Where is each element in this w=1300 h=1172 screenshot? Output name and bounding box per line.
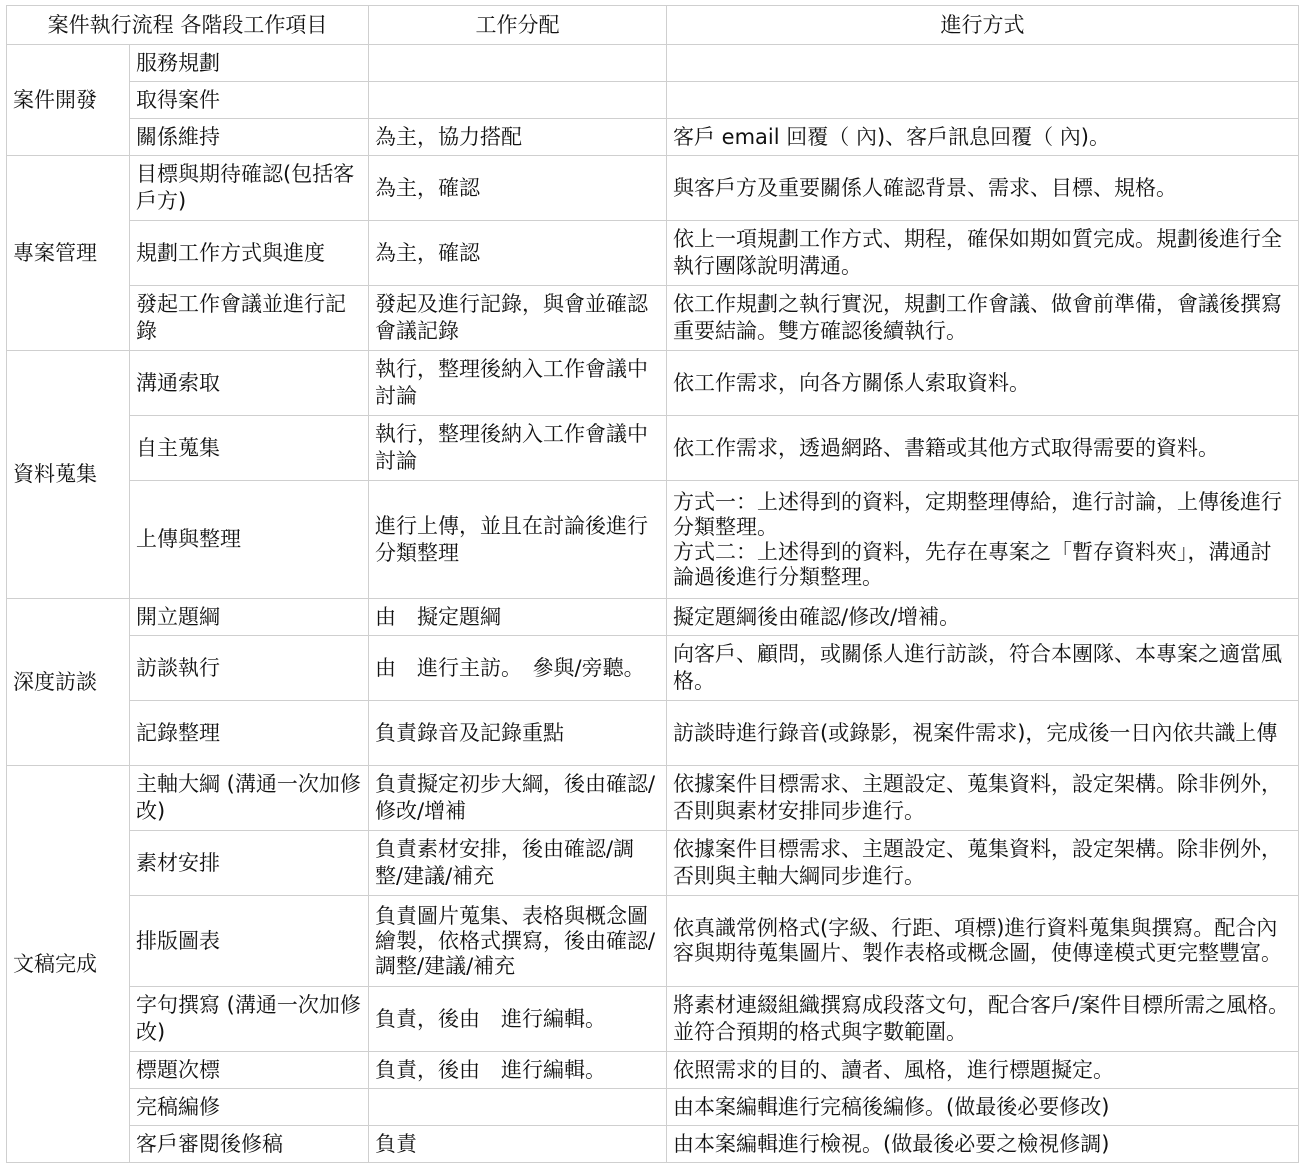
header-stage: 案件執行流程 各階段工作項目 [7, 6, 369, 45]
workflow-table [6, 5, 1299, 1163]
table-row [7, 1089, 1299, 1126]
method-cell: 依真識常例格式(字級、行距、項標)進行資料蒐集與撰寫。配合內容與期待蒐集圖片、製作表格或概念圖，使傳達模式更完整豐富。 [667, 896, 1299, 987]
item-cell: 字句撰寫 (溝通一次加修改) [130, 987, 369, 1052]
method-cell: 由本案編輯進行完稿後編修。(做最後必要修改) [667, 1089, 1299, 1126]
item-cell: 主軸大綱 (溝通一次加修改) [130, 766, 369, 831]
phase-cell: 文稿完成 [7, 766, 130, 1163]
assign-cell: 為主，協力搭配 [369, 119, 667, 156]
phase-cell: 資料蒐集 [7, 351, 130, 599]
table-row [7, 286, 1299, 351]
item-cell: 上傳與整理 [130, 481, 369, 599]
header-assignment: 工作分配 [369, 6, 667, 45]
item-cell: 溝通索取 [130, 351, 369, 416]
table-row [7, 636, 1299, 701]
assign-cell: 負責擬定初步大綱，後由確認/修改/增補 [369, 766, 667, 831]
assign-cell [369, 1089, 667, 1126]
method-cell: 向客戶、顧問，或關係人進行訪談，符合本團隊、本專案之適當風格。 [667, 636, 1299, 701]
assign-cell [369, 82, 667, 119]
assign-cell: 負責，後由 進行編輯。 [369, 1052, 667, 1089]
item-cell: 取得案件 [130, 82, 369, 119]
phase-cell: 專案管理 [7, 156, 130, 351]
method-cell: 依據案件目標需求、主題設定、蒐集資料，設定架構。除非例外，否則與素材安排同步進行。 [667, 766, 1299, 831]
table-row [7, 156, 1299, 221]
item-cell: 記錄整理 [130, 701, 369, 766]
assign-cell: 負責 [369, 1126, 667, 1163]
method-cell: 由本案編輯進行檢視。(做最後必要之檢視修調) [667, 1126, 1299, 1163]
item-cell: 開立題綱 [130, 599, 369, 636]
assign-cell: 負責素材安排，後由確認/調整/建議/補充 [369, 831, 667, 896]
item-cell: 客戶審閱後修稿 [130, 1126, 369, 1163]
method-cell: 依上一項規劃工作方式、期程，確保如期如質完成。規劃後進行全執行團隊說明溝通。 [667, 221, 1299, 286]
table-row [7, 766, 1299, 831]
table-row [7, 119, 1299, 156]
assign-cell: 執行，整理後納入工作會議中討論 [369, 416, 667, 481]
assign-cell: 由 擬定題綱 [369, 599, 667, 636]
method-cell: 依工作規劃之執行實況，規劃工作會議、做會前準備，會議後撰寫重要結論。雙方確認後續執行。 [667, 286, 1299, 351]
table-row [7, 45, 1299, 82]
method-cell: 與客戶方及重要關係人確認背景、需求、目標、規格。 [667, 156, 1299, 221]
table-row [7, 599, 1299, 636]
table-row [7, 481, 1299, 599]
table-row [7, 221, 1299, 286]
method-cell: 方式一：上述得到的資料，定期整理傳給，進行討論，上傳後進行分類整理。 方式二：上述得到的資料，先存在專案之「暫存資料夾」，溝通討論過後進行分類整理。 [667, 481, 1299, 599]
assign-cell: 進行上傳，並且在討論後進行分類整理 [369, 481, 667, 599]
table-row [7, 987, 1299, 1052]
table-row [7, 831, 1299, 896]
table-row [7, 82, 1299, 119]
table-row [7, 1052, 1299, 1089]
method-cell [667, 45, 1299, 82]
item-cell: 排版圖表 [130, 896, 369, 987]
item-cell: 標題次標 [130, 1052, 369, 1089]
item-cell: 素材安排 [130, 831, 369, 896]
assign-cell [369, 45, 667, 82]
assign-cell: 為主，確認 [369, 221, 667, 286]
table-row [7, 701, 1299, 766]
table-row [7, 1126, 1299, 1163]
method-cell: 擬定題綱後由確認/修改/增補。 [667, 599, 1299, 636]
method-cell [667, 82, 1299, 119]
assign-cell: 為主，確認 [369, 156, 667, 221]
table-row [7, 896, 1299, 987]
method-cell: 將素材連綴組織撰寫成段落文句，配合客戶/案件目標所需之風格。並符合預期的格式與字數範圍。 [667, 987, 1299, 1052]
assign-cell: 負責錄音及記錄重點 [369, 701, 667, 766]
table-row [7, 351, 1299, 416]
item-cell: 完稿編修 [130, 1089, 369, 1126]
item-cell: 訪談執行 [130, 636, 369, 701]
method-cell: 依照需求的目的、讀者、風格，進行標題擬定。 [667, 1052, 1299, 1089]
assign-cell: 發起及進行記錄，與會並確認會議記錄 [369, 286, 667, 351]
phase-cell: 案件開發 [7, 45, 130, 156]
method-cell: 依據案件目標需求、主題設定、蒐集資料，設定架構。除非例外，否則與主軸大綱同步進行。 [667, 831, 1299, 896]
assign-cell: 執行，整理後納入工作會議中討論 [369, 351, 667, 416]
assign-cell: 負責圖片蒐集、表格與概念圖繪製，依格式撰寫，後由確認/調整/建議/補充 [369, 896, 667, 987]
item-cell: 規劃工作方式與進度 [130, 221, 369, 286]
method-cell: 依工作需求，透過網路、書籍或其他方式取得需要的資料。 [667, 416, 1299, 481]
method-cell: 客戶 email 回覆（ 內)、客戶訊息回覆（ 內)。 [667, 119, 1299, 156]
method-cell: 訪談時進行錄音(或錄影，視案件需求)，完成後一日內依共識上傳 [667, 701, 1299, 766]
header-method: 進行方式 [667, 6, 1299, 45]
table-row [7, 416, 1299, 481]
item-cell: 自主蒐集 [130, 416, 369, 481]
item-cell: 關係維持 [130, 119, 369, 156]
item-cell: 服務規劃 [130, 45, 369, 82]
header-row [7, 6, 1299, 45]
item-cell: 目標與期待確認(包括客戶方) [130, 156, 369, 221]
item-cell: 發起工作會議並進行記錄 [130, 286, 369, 351]
phase-cell: 深度訪談 [7, 599, 130, 766]
method-cell: 依工作需求，向各方關係人索取資料。 [667, 351, 1299, 416]
assign-cell: 由 進行主訪。 參與/旁聽。 [369, 636, 667, 701]
assign-cell: 負責，後由 進行編輯。 [369, 987, 667, 1052]
